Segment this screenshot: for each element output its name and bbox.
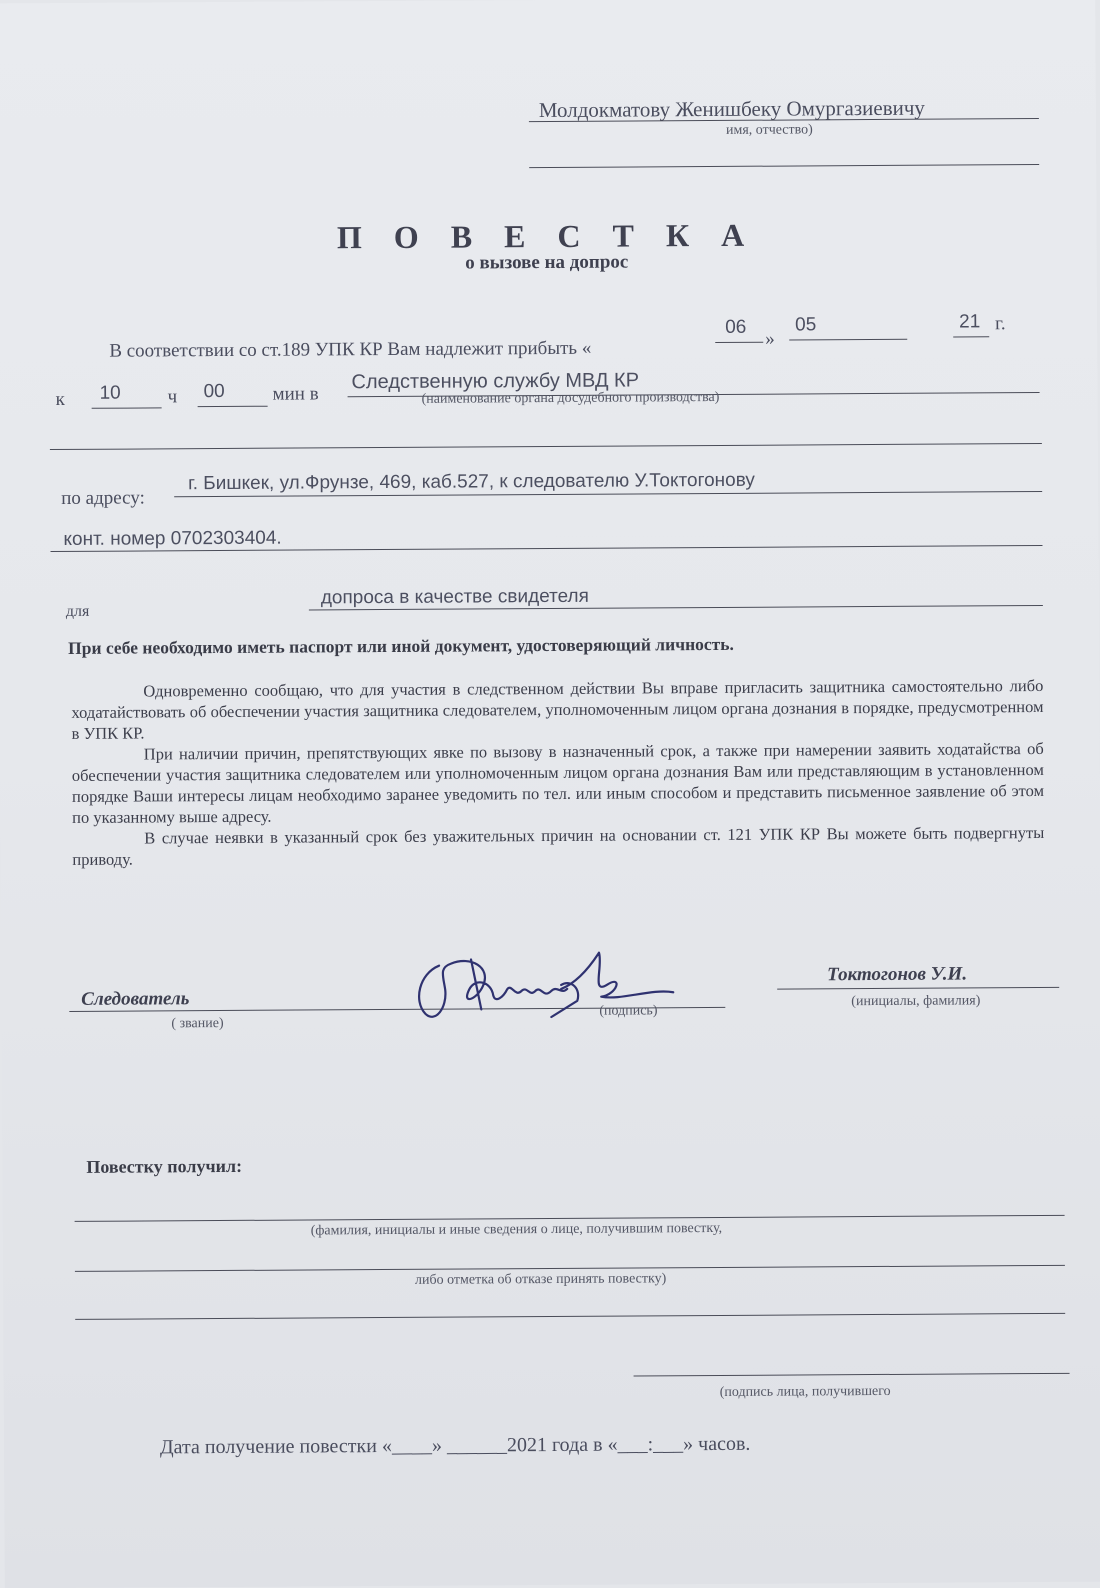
- summons-contact: конт. номер 0702303404.: [63, 527, 282, 550]
- document-title: П О В Е С Т К А: [336, 216, 757, 256]
- receipt-line-1: [75, 1215, 1065, 1222]
- notice-paragraph: Одновременно сообщаю, что для участия в следственном действии Вы вправе пригласить защитника самостоятельно либо ходатайствовать об обеспечении участия защитника следователем, уполномоченным лицом органа дознания в порядке, предусмотренном в УПК КР.: [71, 675, 1044, 743]
- hour-label: ч: [167, 386, 178, 408]
- purpose-label: для: [65, 602, 90, 620]
- address-label: по адресу:: [61, 487, 145, 509]
- name-caption: (инициалы, фамилия): [851, 993, 981, 1010]
- minute-label: мин в: [272, 383, 319, 405]
- month-line: [789, 339, 907, 341]
- summons-month: 05: [795, 314, 817, 336]
- rank-caption: ( звание): [171, 1015, 224, 1032]
- summons-organ: Следственную службу МВД КР: [351, 369, 640, 394]
- summons-hour: 10: [99, 382, 121, 404]
- summons-day: 06: [725, 316, 747, 338]
- notice-paragraph: При наличии причин, препятствующих явке по вызову в назначенный срок, а также при намерении заявить ходатайства об обеспечении участия защитника следователем или уполномоченным лицом органа дознания Вам или представляющим в установленном порядке Ваши интересы лицам необходимо заранее уведомить по тел. или иным способом и представить письменное заявление об этом по указанному выше адресу.: [71, 738, 1045, 827]
- handwritten-signature: [411, 944, 712, 1046]
- summons-year: 21: [959, 311, 981, 333]
- investigator-rank: Следователь: [81, 988, 190, 1010]
- receipt-date-line: Дата получение повестки «____» ______2021 года в «___:___» часов.: [159, 1432, 751, 1459]
- summons-address: г. Бишкек, ул.Фрунзе, 469, каб.527, к следователю У.Токтогонову: [188, 469, 755, 495]
- receipt-sign-caption: (подпись лица, получившего: [719, 1383, 891, 1400]
- organ-second-line: [50, 443, 1042, 450]
- hour-line: [92, 407, 162, 408]
- document-subtitle: о вызове на допрос: [465, 251, 629, 274]
- receipt-sign-line: [634, 1373, 1070, 1377]
- receipt-heading: Повестку получил:: [86, 1155, 243, 1177]
- time-k-label: к: [55, 388, 65, 411]
- organ-caption: (наименование органа досудебного производства): [421, 389, 720, 407]
- recipient-name: Молдокматову Женишбеку Омургазиевичу: [538, 95, 925, 123]
- day-line: [715, 342, 763, 343]
- investigator-name: Токтогонов У.И.: [827, 963, 968, 986]
- year-line: [953, 336, 989, 337]
- quote-close: »: [765, 328, 775, 350]
- notice-paragraph: В случае неявки в указанный срок без уважительных причин на основании ст. 121 УПК КР Вы можете быть подвергнуты приводу.: [72, 822, 1045, 869]
- summons-intro: В соответствии со ст.189 УПК КР Вам надлежит прибыть «: [109, 337, 592, 362]
- summons-purpose: допроса в качестве свидетеля: [320, 585, 589, 609]
- receipt-caption-1: (фамилия, инициалы и иные сведения о лице, получившим повестку,: [310, 1220, 723, 1239]
- sign-caption: (подпись): [599, 1003, 658, 1019]
- receipt-caption-2: либо отметка об отказе принять повестку): [414, 1271, 667, 1288]
- minute-line: [198, 406, 268, 407]
- recipient-caption: имя, отчество): [725, 122, 813, 138]
- receipt-line-2: [75, 1265, 1065, 1272]
- year-suffix: г.: [995, 313, 1006, 335]
- summons-minute: 00: [203, 380, 225, 403]
- recipient-second-line: [529, 164, 1039, 168]
- name-line: [777, 987, 1059, 990]
- passport-note: При себе необходимо иметь паспорт или иной документ, удостоверяющий личность.: [68, 633, 734, 658]
- receipt-line-3: [75, 1313, 1065, 1320]
- notice-paragraphs: [71, 675, 1044, 870]
